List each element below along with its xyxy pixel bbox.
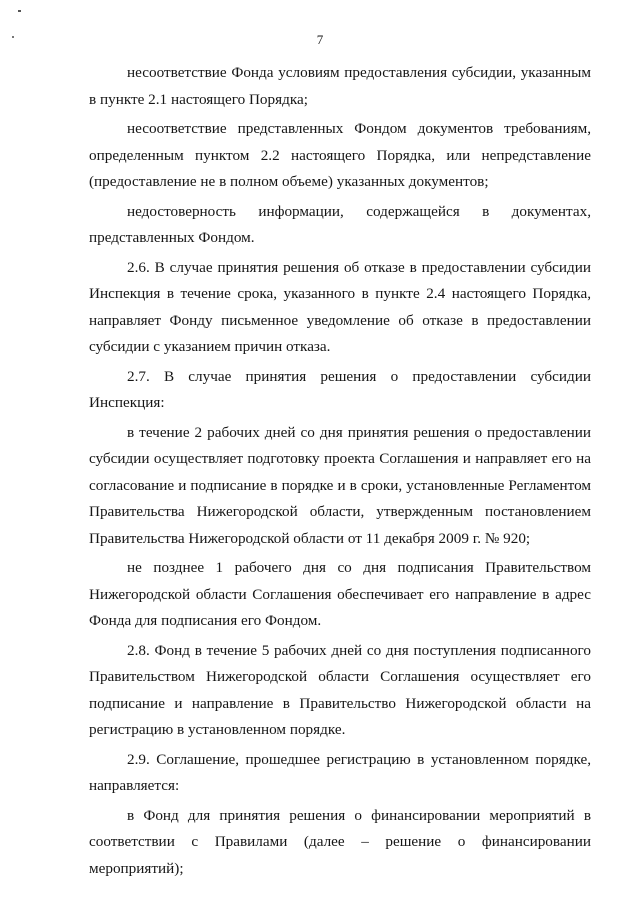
paragraph: 2.8. Фонд в течение 5 рабочих дней со дня поступления подписанного Правительством Нижегородской области Соглашения осуществляет его подписание и направление в Правительство Нижегородской области на регистрацию в установленном порядке.: [89, 641, 591, 738]
scan-artifact: [18, 10, 21, 12]
document-body: [89, 60, 591, 882]
paragraph: несоответствие Фонда условиям предоставления субсидии, указанным в пункте 2.1 настоящего Порядка;: [89, 64, 591, 108]
paragraph: недостоверность информации, содержащейся в документах, представленных Фондом.: [89, 202, 591, 246]
paragraph: в течение 2 рабочих дней со дня принятия решения о предоставлении субсидии осуществляет подготовку проекта Соглашения и направляет его на согласование и подписание в порядке и в сроки, установленные Регламентом Правительства Нижегородской области, утвержденным постановлением Правительства Нижегородской области от 11 декабря 2009 г. № 920;: [89, 423, 591, 547]
paragraph: 2.6. В случае принятия решения об отказе в предоставлении субсидии Инспекция в течение срока, указанного в пункте 2.4 настоящего Порядка, направляет Фонду письменное уведомление об отказе в предоставлении субсидии с указанием причин отказа.: [89, 258, 591, 355]
paragraph: не позднее 1 рабочего дня со дня подписания Правительством Нижегородской области Соглашения обеспечивает его направление в адрес Фонда для подписания его Фондом.: [89, 559, 591, 629]
paragraph: несоответствие представленных Фондом документов требованиям, определенным пунктом 2.2 настоящего Порядка, или непредставление (предоставление не в полном объеме) указанных документов;: [89, 120, 591, 190]
page-number: 7: [316, 32, 324, 47]
paragraph: 2.7. В случае принятия решения о предоставлении субсидии Инспекция:: [89, 367, 591, 411]
paragraph: в Фонд для принятия решения о финансировании мероприятий в соответствии с Правилами (далее – решение о финансировании мероприятий);: [89, 806, 591, 877]
paragraph: 2.9. Соглашение, прошедшее регистрацию в установленном порядке, направляется:: [89, 750, 591, 794]
